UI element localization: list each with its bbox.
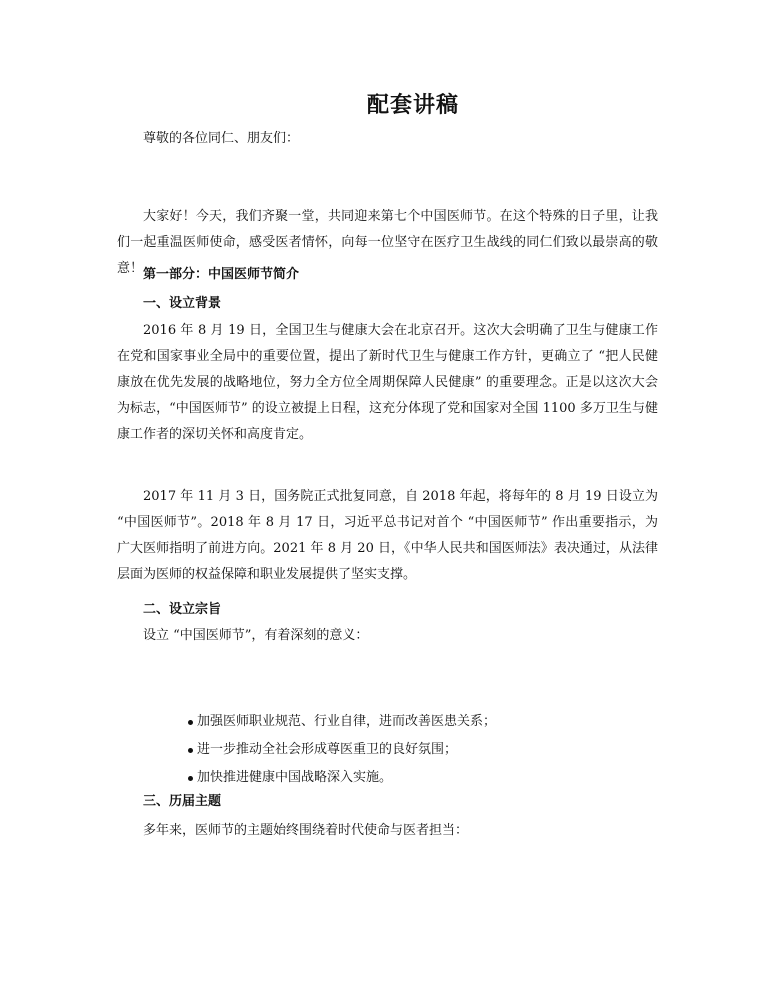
bullet-icon <box>188 748 193 753</box>
purpose-bullet-list <box>186 708 496 792</box>
section1-paragraph1: 2016 年 8 月 19 日，全国卫生与健康大会在北京召开。这次大会明确了卫生与健康工作在党和国家事业全局中的重要位置，提出了新时代卫生与健康工作方针，更确立了 “把人民健康放在优先发展的战略地位，努力全方位全周期保障人民健康” 的重要理念。正是以这次大会为标志，“中国医师节” 的设立被提上日程，这充分体现了党和国家对全国 1100 多万卫生与健康工作者的深切关怀和高度肯定。 <box>117 323 658 442</box>
list-item <box>186 764 496 792</box>
bullet-icon <box>188 720 193 725</box>
document-title: 配套讲稿 <box>366 92 459 118</box>
list-item-text: 加快推进健康中国战略深入实施。 <box>197 770 393 785</box>
opening-paragraph: 大家好！今天，我们齐聚一堂，共同迎来第七个中国医师节。在这个特殊的日子里，让我们一起重温医师使命，感受医者情怀，向每一位坚守在医疗卫生战线的同仁们致以最崇高的敬意！ <box>117 209 658 276</box>
list-item-text: 进一步推动全社会形成尊医重卫的良好氛围； <box>197 742 458 757</box>
section2-heading: 二、设立宗旨 <box>143 602 222 617</box>
bullet-icon <box>188 776 193 781</box>
section1-heading: 一、设立背景 <box>143 296 222 311</box>
section3-heading: 三、历届主题 <box>143 794 222 809</box>
list-item-text: 加强医师职业规范、行业自律，进而改善医患关系； <box>197 714 497 729</box>
salutation: 尊敬的各位同仁、朋友们： <box>143 131 300 146</box>
part1-heading: 第一部分：中国医师节简介 <box>143 267 300 282</box>
section1-paragraph2: 2017 年 11 月 3 日，国务院正式批复同意，自 2018 年起，将每年的 8 月 19 日设立为 “中国医师节”。2018 年 8 月 17 日，习近平总书记对首个 “中国医师节” 作出重要指示，为广大医师指明了前进方向。2021 年 8 月 20 日，《中华人民共和国医师法》表决通过，从法律层面为医师的权益保障和职业发展提供了坚实支撑。 <box>117 489 658 582</box>
list-item <box>186 736 496 764</box>
section3-intro: 多年来，医师节的主题始终围绕着时代使命与医者担当： <box>143 823 469 838</box>
list-item <box>186 708 496 736</box>
section2-intro: 设立 “中国医师节”，有着深刻的意义： <box>143 628 369 643</box>
